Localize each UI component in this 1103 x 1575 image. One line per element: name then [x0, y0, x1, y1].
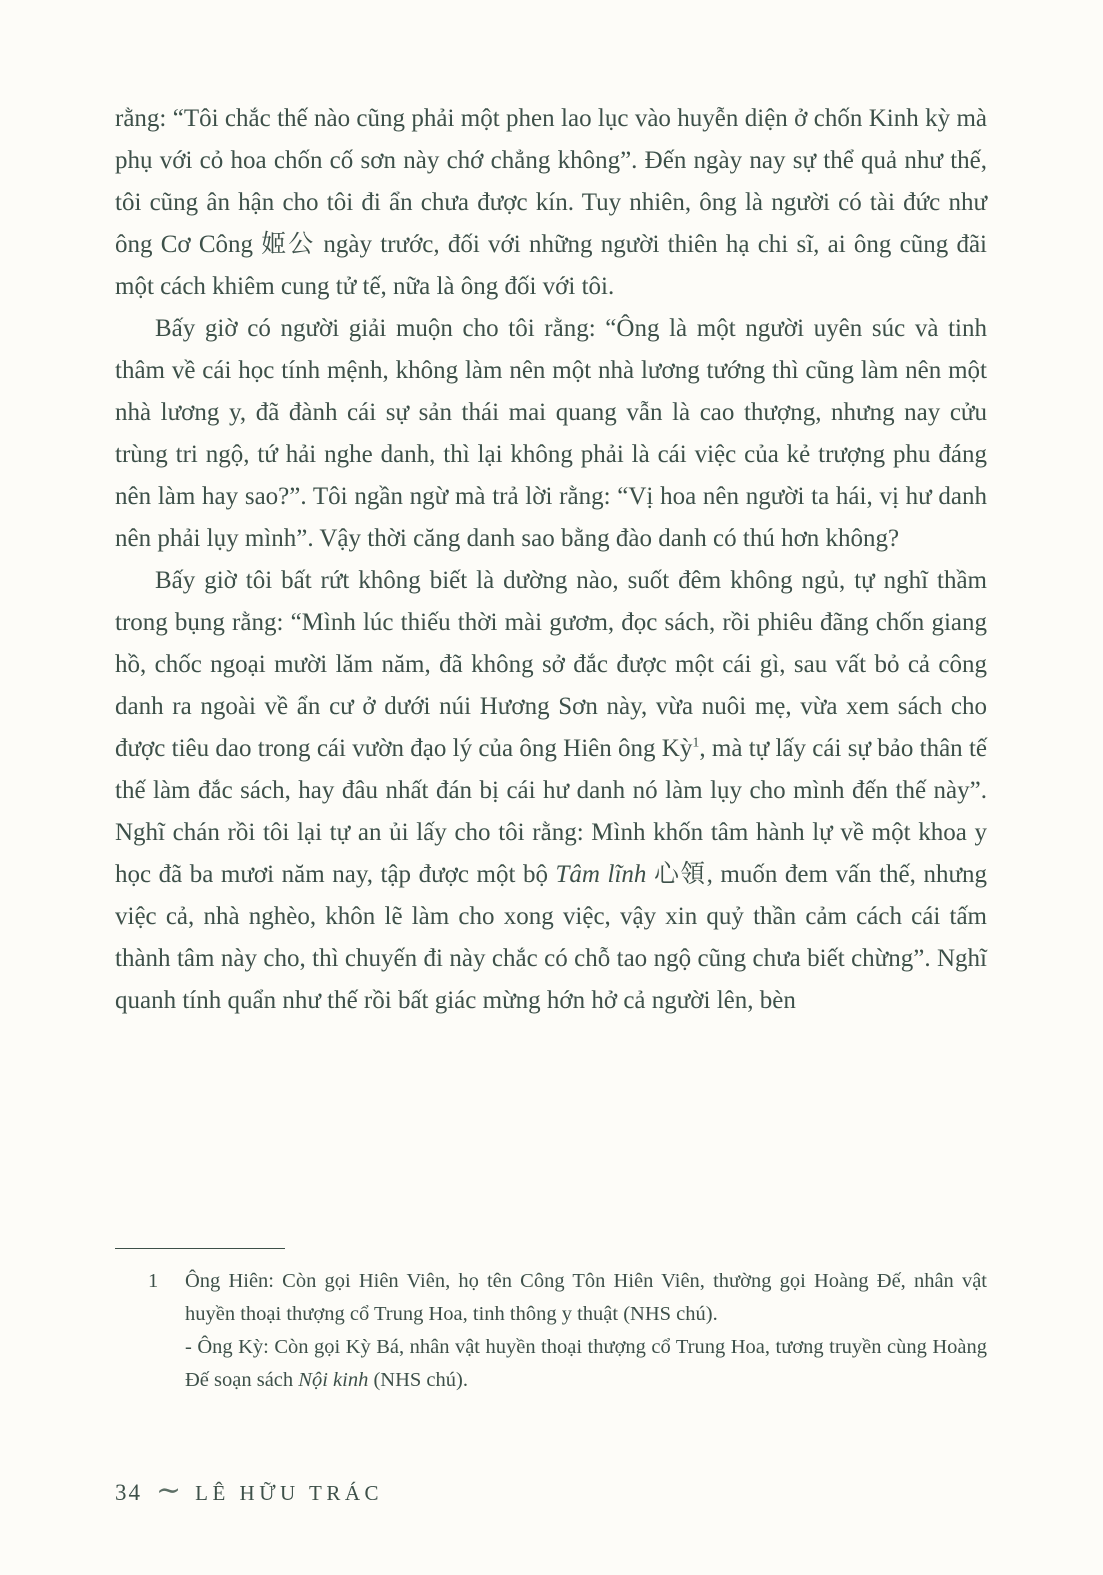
footnote-marker: 1 [148, 1270, 159, 1292]
paragraph-text: Bấy giờ tôi bất rứt không biết là dường nào, suốt đêm không ngủ, tự nghĩ thầm trong bụng rằng: “Mình lúc thiếu thời mài gươm, đọc sách, rồi phiêu đãng chốn giang hồ, chốc ngoại mười lăm năm, đã không sở đắc được một cái gì, sau vất bỏ cả công danh ra ngoài về ẩn cư ở dưới núi Hương Sơn này, vừa nuôi mẹ, vừa xem sách cho được tiêu dao trong cái vườn đạo lý của ông Hiên ông Kỳ [115, 567, 987, 762]
paragraph-text: 心領, muốn đem vấn thế, nhưng việc cả, nhà nghèo, khôn lẽ làm cho xong việc, vậy xin quỷ thần cảm cách cái tấm thành tâm này cho, thì chuyến đi này chắc có chỗ tao ngộ cũng chưa biết chừng”. Nghĩ quanh tính quẩn như thế rồi bất giác mừng hớn hở cả người lên, bèn [115, 861, 987, 1014]
footnote-text: (NHS chú). [368, 1369, 468, 1391]
page-number: 34 [115, 1480, 142, 1505]
footnote-text: - Ông Kỳ: Còn gọi Kỳ Bá, nhân vật huyền thoại thượng cổ Trung Hoa, tương truyền cùng Hoàng Đế soạn sách [185, 1336, 987, 1391]
footer-ornament: ∼ [156, 1474, 182, 1507]
book-title-italic: Tâm lĩnh [555, 861, 647, 888]
paragraph [115, 560, 987, 1022]
footnote-entry [115, 1265, 987, 1331]
paragraph-text: Bấy giờ có người giải muộn cho tôi rằng: “Ông là một người uyên súc và tinh thâm về cái học tính mệnh, không làm nên một nhà lương tướng thì cũng làm nên một nhà lương y, đã đành cái sự sản thái mai quang vẫn là cao thượng, nhưng nay cửu trùng tri ngộ, tứ hải nghe danh, thì lại không phải là cái việc của kẻ trượng phu đáng nên làm hay sao?”. Tôi ngần ngừ mà trả lời rằng: “Vị hoa nên người ta hái, vị hư danh nên phải lụy mình”. Vậy thời căng danh sao bằng đào danh có thú hơn không? [115, 315, 987, 552]
footnote-section [115, 1248, 987, 1397]
footnote-text: Ông Hiên: Còn gọi Hiên Viên, họ tên Công Tôn Hiên Viên, thường gọi Hoàng Đế, nhân vật huyền thoại thượng cổ Trung Hoa, tinh thông y thuật (NHS chú). [185, 1270, 987, 1325]
paragraph [115, 98, 987, 308]
footnote-rule [115, 1248, 285, 1249]
paragraph [115, 308, 987, 560]
page-footer [115, 1474, 384, 1508]
paragraph-text: , mà tự lấy cái sự bảo thân tế thế làm đắc sách, hay đâu nhất đán bị cái hư danh nó làm lụy cho mình đến thế này”. Nghĩ chán rồi tôi lại tự an ủi lấy cho tôi rằng: Mình khốn tâm hành lự về một khoa y học đã ba mươi năm nay, tập được một bộ [115, 735, 987, 888]
footer-author: LÊ HỮU TRÁC [195, 1480, 384, 1505]
footnote-entry [115, 1331, 987, 1397]
paragraph-text: rằng: “Tôi chắc thế nào cũng phải một phen lao lục vào huyễn diện ở chốn Kinh kỳ mà phụ với cỏ hoa chốn cố sơn này chớ chẳng không”. Đến ngày nay sự thể quả như thế, tôi cũng ân hận cho tôi đi ẩn chưa được kín. Tuy nhiên, ông là người có tài đức như ông Cơ Công 姬公 ngày trước, đối với những người thiên hạ chi sĩ, ai ông cũng đãi một cách khiêm cung tử tế, nữa là ông đối với tôi. [115, 105, 987, 300]
book-title-italic: Nội kinh [298, 1369, 369, 1391]
body-text [115, 98, 987, 1022]
footnote-reference: 1 [692, 735, 700, 751]
